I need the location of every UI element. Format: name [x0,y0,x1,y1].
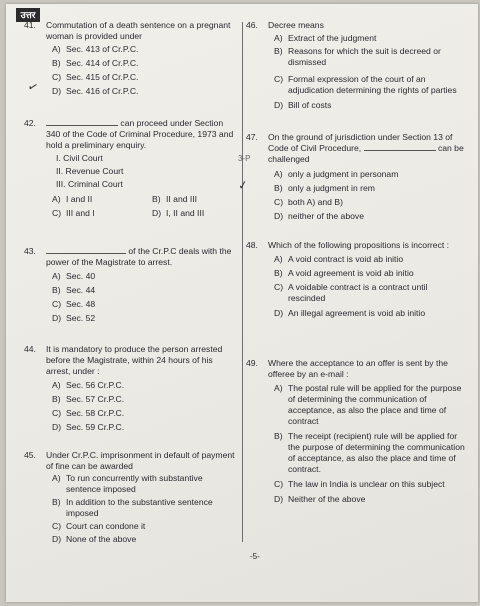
question-49 [246,358,466,505]
question-46 [246,20,466,111]
question-text: It is mandatory to produce the person arrested before the Magistrate, within 24 hours of his arrest, under : [46,344,223,376]
question-text: Commutation of a death sentence on a pregnant woman is provided under [46,20,231,41]
question-text: On the ground of jurisdiction under Section 13 of Code of Civil Procedure, can be challenged [268,132,464,164]
option-d[interactable]: D) An illegal agreement is void ab initio [274,308,426,318]
handwritten-tick-icon: ✓ [25,78,41,96]
handwritten-tick-icon: ✓ [236,177,250,193]
question-47 [246,132,466,222]
option-a[interactable]: A) A void contract is void ab initio [274,254,404,264]
option-d[interactable]: D) Bill of costs [274,100,332,110]
question-text: can proceed under Section 340 of the Code of Criminal Procedure, 1973 and hold a preliminary enquiry. [46,118,234,150]
column-divider [242,22,243,542]
option-a[interactable]: A) Extract of the judgment [274,33,377,43]
option-b[interactable]: B) II and III [152,194,198,204]
option-d[interactable]: D) None of the above [52,534,137,544]
list-item: I. Civil Court [56,153,103,163]
question-45 [24,450,236,545]
question-text: Decree means [268,20,324,30]
option-b[interactable]: B) Sec. 57 Cr.P.C. [52,394,125,404]
option-c[interactable]: C) Formal expression of the court of an adjudication determining the rights of parties [274,74,457,95]
question-text: Under Cr.P.C. imprisonment in default of payment of fine can be awarded [46,450,235,471]
option-d[interactable]: D) neither of the above [274,211,364,221]
question-48 [246,240,466,319]
question-43 [24,246,236,324]
option-a[interactable]: A) I and II [52,194,93,204]
question-number: 42. [24,118,36,128]
question-number: 46. [246,20,258,30]
answer-blank [46,125,118,126]
option-b[interactable]: B) A void agreement is void ab initio [274,268,414,278]
question-number: 44. [24,344,36,354]
option-a[interactable]: A) Sec. 40 [52,271,96,281]
exam-page [6,4,478,602]
option-b[interactable]: B) Sec. 414 of Cr.P.C. [52,58,139,68]
stamp-logo: उत्तर [16,8,40,22]
option-c[interactable]: C) Sec. 415 of Cr.P.C. [52,72,139,82]
option-c[interactable]: C) Sec. 48 [52,299,96,309]
question-44 [24,344,236,433]
option-b[interactable]: B) only a judgment in rem [274,183,375,193]
option-a[interactable]: A) Sec. 56 Cr.P.C. [52,380,125,390]
option-d[interactable]: D) Sec. 416 of Cr.P.C. [52,86,139,96]
option-d[interactable]: D) Sec. 59 Cr.P.C. [52,422,125,432]
question-text: Which of the following propositions is incorrect : [268,240,450,250]
page-number: -5- [250,552,260,561]
question-number: 48. [246,240,258,250]
question-41 [24,20,236,97]
question-number: 49. [246,358,258,368]
question-number: 43. [24,246,36,256]
option-a[interactable]: A) only a judgment in personam [274,169,399,179]
option-b[interactable]: B) Reasons for which the suit is decreed or dismissed [274,46,441,67]
list-item: III. Criminal Court [56,179,123,189]
option-c[interactable]: C) The law in India is unclear on this subject [274,479,445,489]
answer-blank [46,253,126,254]
option-c[interactable]: C) Court can condone it [52,521,146,531]
question-number: 41. [24,20,36,30]
handwritten-note: 3-P [238,154,251,163]
question-text: of the Cr.P.C deals with the power of the Magistrate to arrest. [46,246,232,267]
option-c[interactable]: C) Sec. 58 Cr.P.C. [52,408,125,418]
option-b[interactable]: B) In addition to the substantive sentence imposed [52,497,213,518]
option-d[interactable]: D) Neither of the above [274,494,366,504]
option-a[interactable]: A) To run concurrently with substantive sentence imposed [52,473,203,494]
option-c[interactable]: C) A voidable contract is a contract until rescinded [274,282,428,303]
question-text: Where the acceptance to an offer is sent by the offeree by an e-mail : [268,358,448,379]
option-c[interactable]: C) III and I [52,208,95,218]
option-b[interactable]: B) The receipt (recipient) rule will be applied for the purpose of determining the communication of acceptance, as also the place and time of contract. [274,431,465,474]
question-42 [24,118,236,219]
option-a[interactable]: A) The postal rule will be applied for the purpose of determining the communication of acceptance, as also the place and time of contract [274,383,462,426]
question-number: 47. [246,132,258,142]
question-number: 45. [24,450,36,460]
option-d[interactable]: D) I, II and III [152,208,205,218]
option-a[interactable]: A) Sec. 413 of Cr.P.C. [52,44,139,54]
option-c[interactable]: C) both A) and B) [274,197,343,207]
option-b[interactable]: B) Sec. 44 [52,285,96,295]
option-d[interactable]: D) Sec. 52 [52,313,96,323]
answer-blank [364,150,436,151]
list-item: II. Revenue Court [56,166,124,176]
